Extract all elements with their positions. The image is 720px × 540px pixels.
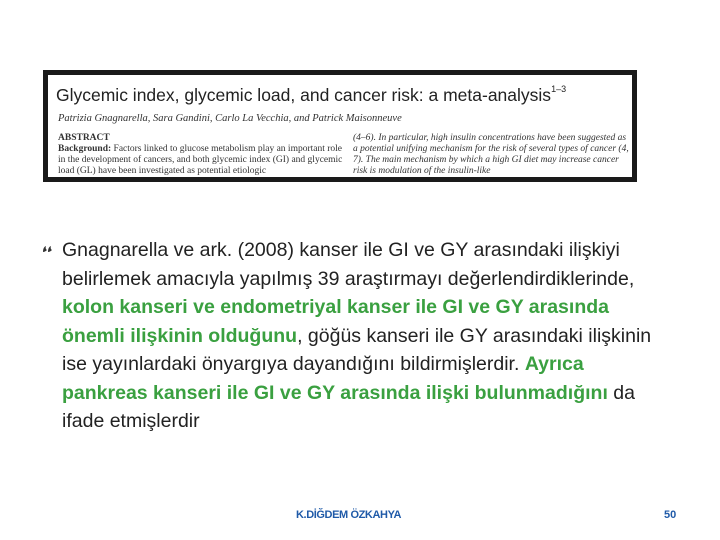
abstract-background-label: Background: [58, 144, 112, 154]
paper-title-superscript: 1–3 [551, 84, 567, 95]
bullet-text-segment: , göğüs kanseri ile GY arasındaki ilişkinin ise yayınlardaki önyargıya dayandığını bildirmişlerdir. [62, 324, 652, 375]
bullet-paragraph [62, 236, 662, 436]
abstract-left-text: Factors linked to glucose metabolism play an important role in the development of cancers, and both glycemic index (GI) and glycemic load (GL) have been investigated as potential etiologic [58, 144, 343, 176]
paper-header-image [43, 70, 637, 182]
page-number: 50 [664, 509, 677, 521]
paper-abstract-left [58, 133, 348, 177]
paper-title-text: Glycemic index, glycemic load, and cancer risk: a meta-analysis [56, 85, 552, 105]
highlight-pancreas: Ayrıca pankreas kanseri ile GI ve GY arasında ilişki bulunmadığını [62, 353, 608, 404]
bullet-text-segment: Gnagnarella ve ark. (2008) kanser ile GI ve GY arasındaki ilişkiyi belirlemek amacıyla yapılmış 39 araştırmayı değerlendirdiklerinde, [62, 239, 635, 290]
footer-author: K.DİĞDEM ÖZKAHYA [296, 509, 402, 521]
paper-abstract-right: (4–6). In particular, high insulin concentrations have been suggested as a potential unifying mechanism for the risk of several types of cancer (4, 7). The main mechanism by which a high GI diet may increase cancer risk is modulation of the insulin-like [353, 133, 629, 176]
paper-authors: Patrizia Gnagnarella, Sara Gandini, Carlo La Vecchia, and Patrick Maisonneuve [58, 113, 402, 124]
highlight-colon-endometrial: kolon kanseri ve endometriyal kanser ile GI ve GY arasında önemli ilişkinin olduğunu [62, 296, 609, 347]
abstract-heading: ABSTRACT [58, 133, 110, 143]
bullet-icon [42, 243, 54, 255]
bullet-text-segment: da ifade etmişlerdir [62, 381, 635, 432]
paper-title [56, 85, 566, 106]
